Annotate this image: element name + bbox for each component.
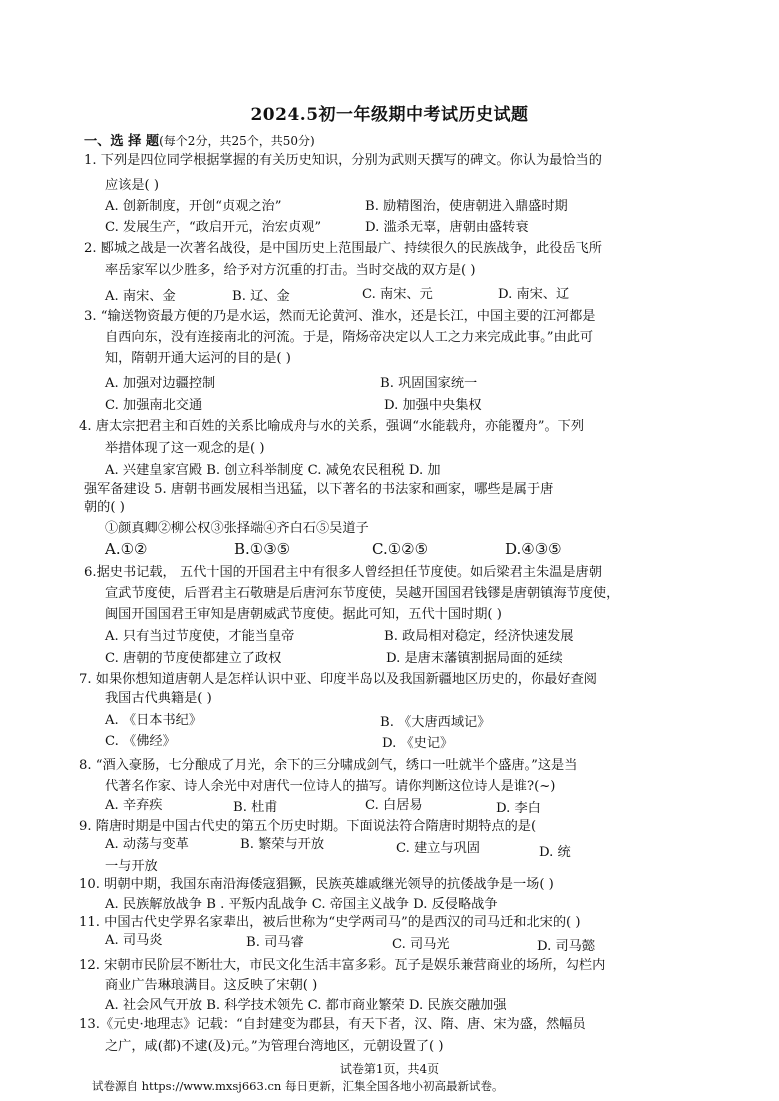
question-line: 率岳家军以少胜多，给予对方沉重的打击。当时交战的双方是( ) [105,263,476,278]
option: D.④③⑤ [505,540,562,558]
option: B. 《大唐西域记》 [380,715,491,730]
question-line: 自西向东，没有连接南北的河流。于是，隋炀帝决定以人工之力来完成此事。”由此可 [105,330,594,345]
option: A. 只有当过节度使，才能当皇帝 [105,629,295,644]
option: C. 《佛经》 [105,734,176,749]
option: C. 南宋、元 [362,287,433,302]
option: C. 唐朝的节度使都建立了政权 [105,651,282,666]
option: 一与开放 [105,859,158,874]
question-line: 商业广告琳琅满目。这反映了宋朝( ) [105,978,318,993]
option: A. 《日本书纪》 [105,713,203,728]
option: C.①②⑤ [372,540,429,558]
option: B. 杜甫 [233,800,278,815]
option: D. 加强中央集权 [384,398,482,413]
question-line: 13.《元史·地理志》记载：“自封建变为郡县，有天下者，汉、隋、唐、宋为盛，然幅员 [79,1017,586,1032]
option: B. 司马睿 [246,935,304,950]
question-line: ①颜真卿②柳公权③张择端④齐白石⑤吴道子 [105,521,369,536]
option: A. 辛弃疾 [105,798,163,813]
option: D. 司马懿 [537,939,596,954]
question-line: 4. 唐太宗把君主和百姓的关系比喻成舟与水的关系，强调“水能载舟，亦能覆舟”。下列 [79,419,585,434]
page-footer: 试卷第1页，共4页 [339,1062,440,1076]
question-line: 宣武节度使，后晋君主石敬瑭是后唐河东节度使，吴越开国国君钱镠是唐朝镇海节度使， [105,586,620,601]
option: A. 社会风气开放 B. 科学技术领先 C. 都市商业繁荣 D. 民族交融加强 [105,998,507,1013]
question-line: 12. 宋朝市民阶层不断壮大，市民文化生活丰富多彩。瓦子是娱乐兼营商业的场所，勾栏内 [79,958,606,973]
option: D. 统 [539,845,571,860]
section-heading-note: (每个2分，共25个，共50分) [159,134,315,148]
option: D. 李白 [496,801,541,816]
option: D. 《史记》 [382,736,454,751]
option: C. 发展生产，“政启开元，治宏贞观” [105,220,322,235]
question-line: 之广，咸(都)不逮(及)元。”为管理台湾地区，元朝设置了( ) [105,1039,444,1054]
question-line: 3. “输送物资最方便的乃是水运，然而无论黄河、淮水，还是长江，中国主要的江河都是 [84,309,596,324]
question-line: 知，隋朝开通大运河的目的是( ) [105,351,291,366]
exam-title: 2024.5初一年级期中考试历史试题 [250,105,529,125]
option: A. 创新制度，开创“贞观之治” [105,199,282,214]
question-line: 闽国开国国君王审知是唐朝威武节度使。据此可知，五代十国时期( ) [105,607,502,622]
option: D. 南宋、辽 [498,287,570,302]
question-line: 举措体现了这一观念的是( ) [105,441,265,456]
source-note: 试卷源自 https://www.mxsj663.cn 每日更新，汇集全国各地小初高最新试卷。 [92,1079,504,1093]
option: A. 南宋、金 [105,289,176,304]
option: B. 政局相对稳定，经济快速发展 [384,629,574,644]
question-line: 我国古代典籍是( ) [105,691,212,706]
section-heading [84,132,315,151]
option: B. 励精图治，使唐朝进入鼎盛时期 [365,199,568,214]
option: B.①③⑤ [234,540,291,558]
option: A. 加强对边疆控制 [105,376,216,391]
option: C. 司马光 [392,937,450,952]
question-line: 强军备建设 5. 唐朝书画发展相当迅猛，以下著名的书法家和画家，哪些是属于唐 [84,482,554,497]
question-line: 代著名作家、诗人余光中对唐代一位诗人的描写。请你判断这位诗人是谁?(~) [105,779,556,794]
option: B. 巩固国家统一 [380,376,478,391]
question-line: 11. 中国古代史学界名家辈出，被后世称为“史学两司马”的是西汉的司马迁和北宋的( ) [79,915,581,930]
option: B. 繁荣与开放 [240,837,325,852]
question-line: 2. 郾城之战是一次著名战役，是中国历史上范围最广、持续很久的民族战争，此役岳飞所 [84,241,602,256]
option: C. 建立与巩固 [396,841,480,856]
section-heading-label: 一、选 择 题 [84,134,160,149]
option: D. 滥杀无辜，唐朝由盛转衰 [365,220,529,235]
option: A. 民族解放战争 B . 平叛内乱战争 C. 帝国主义战争 D. 反侵略战争 [105,897,498,912]
option: A. 兴建皇家宫殿 B. 创立科举制度 C. 减免农民租税 D. 加 [105,463,441,478]
question-line: 7. 如果你想知道唐朝人是怎样认识中亚、印度半岛以及我国新疆地区历史的，你最好查阅 [79,672,597,687]
option: B. 辽、金 [232,289,290,304]
option: C. 加强南北交通 [105,398,203,413]
option: A. 司马炎 [105,933,163,948]
question-line: 应该是( ) [105,178,160,193]
question-line: 8. “酒入豪肠，七分酿成了月光，余下的三分啸成剑气，绣口一吐就半个盛唐。”这是当 [79,758,578,773]
question-line: 6.据史书记载， 五代十国的开国君主中有很多人曾经担任节度使。如后梁君主朱温是唐朝 [84,565,602,580]
option: D. 是唐末藩镇割据局面的延续 [386,651,563,666]
option: C. 白居易 [365,798,423,813]
question-line: 朝的( ) [84,500,125,515]
option: A.①② [105,540,148,558]
option: A. 动荡与变革 [105,837,189,852]
question-line: 9. 隋唐时期是中国古代史的第五个历史时期。下面说法符合隋唐时期特点的是( [79,819,537,834]
question-line: 1. 下列是四位同学根据掌握的有关历史知识，分别为武则天撰写的碑文。你认为最恰当的 [84,153,602,168]
question-line: 10. 明朝中期，我国东南沿海倭寇猖獗，民族英雄戚继光领导的抗倭战争是一场( ) [79,877,554,892]
